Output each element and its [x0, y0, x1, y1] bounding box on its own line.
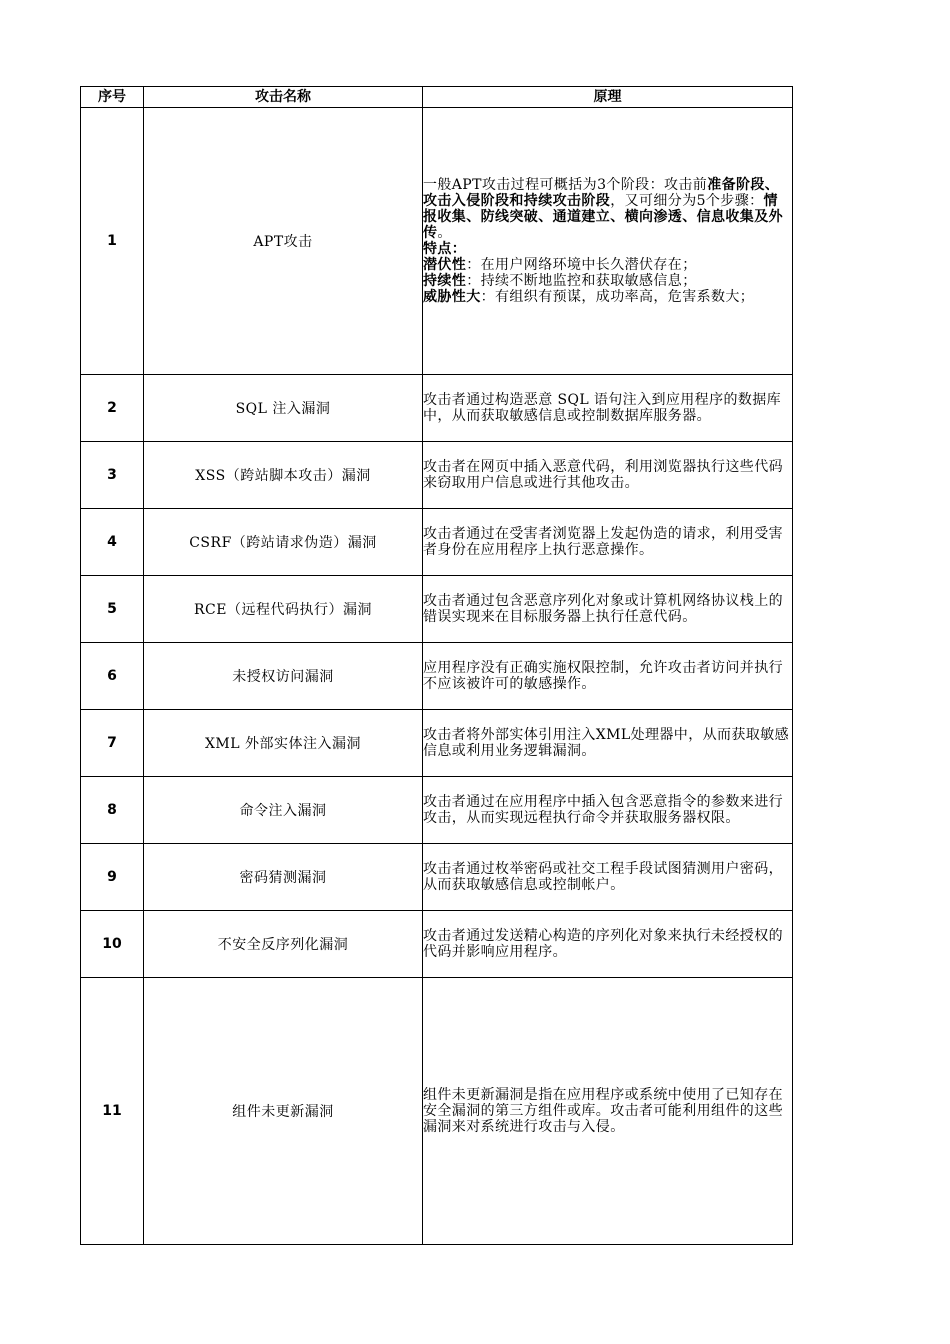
row-name: 密码猜测漏洞	[144, 844, 423, 911]
apt-feature-1-text: ：在用户网络环境中长久潜伏存在；	[466, 257, 697, 273]
apt-steps: 情报收集、防线突破、通道建立、横向渗透、信息收集及外传	[423, 193, 783, 241]
table-row	[81, 375, 793, 442]
apt-feature-3-text: ：有组织有预谋，成功率高，危害系数大；	[480, 289, 755, 305]
row-desc: 攻击者通过在受害者浏览器上发起伪造的请求，利用受害者身份在应用程序上执行恶意操作。	[423, 509, 793, 576]
attack-table	[80, 86, 793, 1245]
row-name: SQL 注入漏洞	[144, 375, 423, 442]
row-num: 5	[81, 576, 144, 643]
row-num: 7	[81, 710, 144, 777]
apt-period: 。	[437, 225, 452, 241]
row-name: XSS（跨站脚本攻击）漏洞	[144, 442, 423, 509]
apt-feature-2-label: 持续性	[423, 273, 467, 289]
table-row	[81, 643, 793, 710]
row-name: 未授权访问漏洞	[144, 643, 423, 710]
row-num: 6	[81, 643, 144, 710]
table-row	[81, 777, 793, 844]
row-desc	[423, 108, 793, 375]
table-row	[81, 844, 793, 911]
row-num: 8	[81, 777, 144, 844]
row-num: 9	[81, 844, 144, 911]
row-name: APT攻击	[144, 108, 423, 375]
table-row	[81, 576, 793, 643]
header-num: 序号	[81, 87, 144, 108]
table-row	[81, 911, 793, 978]
header-desc: 原理	[423, 87, 793, 108]
row-desc: 攻击者通过枚举密码或社交工程手段试图猜测用户密码，从而获取敏感信息或控制帐户。	[423, 844, 793, 911]
row-num: 4	[81, 509, 144, 576]
table-row	[81, 509, 793, 576]
row-num: 10	[81, 911, 144, 978]
row-desc: 攻击者通过包含恶意序列化对象或计算机网络协议栈上的错误实现来在目标服务器上执行任意代码。	[423, 576, 793, 643]
row-num: 2	[81, 375, 144, 442]
row-desc: 组件未更新漏洞是指在应用程序或系统中使用了已知存在安全漏洞的第三方组件或库。攻击者可能利用组件的这些漏洞来对系统进行攻击与入侵。	[423, 978, 793, 1245]
row-name: 组件未更新漏洞	[144, 978, 423, 1245]
row-num: 3	[81, 442, 144, 509]
apt-feature-2-text: ：持续不断地监控和获取敏感信息；	[466, 273, 697, 289]
header-name: 攻击名称	[144, 87, 423, 108]
row-desc: 攻击者通过发送精心构造的序列化对象来执行未经授权的代码并影响应用程序。	[423, 911, 793, 978]
apt-feature-1-label: 潜伏性	[423, 257, 467, 273]
row-desc: 攻击者通过在应用程序中插入包含恶意指令的参数来进行攻击，从而实现远程执行命令并获取服务器权限。	[423, 777, 793, 844]
row-name: 不安全反序列化漏洞	[144, 911, 423, 978]
table-row	[81, 710, 793, 777]
row-num: 11	[81, 978, 144, 1245]
row-name: XML 外部实体注入漏洞	[144, 710, 423, 777]
apt-feature-3-label: 威胁性大	[423, 289, 481, 305]
table-row	[81, 442, 793, 509]
row-desc: 应用程序没有正确实施权限控制，允许攻击者访问并执行不应该被许可的敏感操作。	[423, 643, 793, 710]
row-desc: 攻击者在网页中插入恶意代码，利用浏览器执行这些代码来窃取用户信息或进行其他攻击。	[423, 442, 793, 509]
apt-stages: 准备阶段、攻击入侵阶段和持续攻击阶段	[423, 177, 780, 209]
row-name: RCE（远程代码执行）漏洞	[144, 576, 423, 643]
row-num: 1	[81, 108, 144, 375]
row-name: CSRF（跨站请求伪造）漏洞	[144, 509, 423, 576]
table-row	[81, 108, 793, 375]
table-row	[81, 978, 793, 1245]
apt-intro-2: ，又可细分为5个步骤：	[610, 193, 764, 209]
row-desc: 攻击者通过构造恶意 SQL 语句注入到应用程序的数据库中，从而获取敏感信息或控制数据库服务器。	[423, 375, 793, 442]
row-name: 命令注入漏洞	[144, 777, 423, 844]
apt-intro: 一般APT攻击过程可概括为3个阶段：攻击前	[423, 177, 708, 193]
apt-feature-title: 特点：	[423, 241, 467, 257]
row-desc: 攻击者将外部实体引用注入XML处理器中，从而获取敏感信息或利用业务逻辑漏洞。	[423, 710, 793, 777]
header-row	[81, 87, 793, 108]
